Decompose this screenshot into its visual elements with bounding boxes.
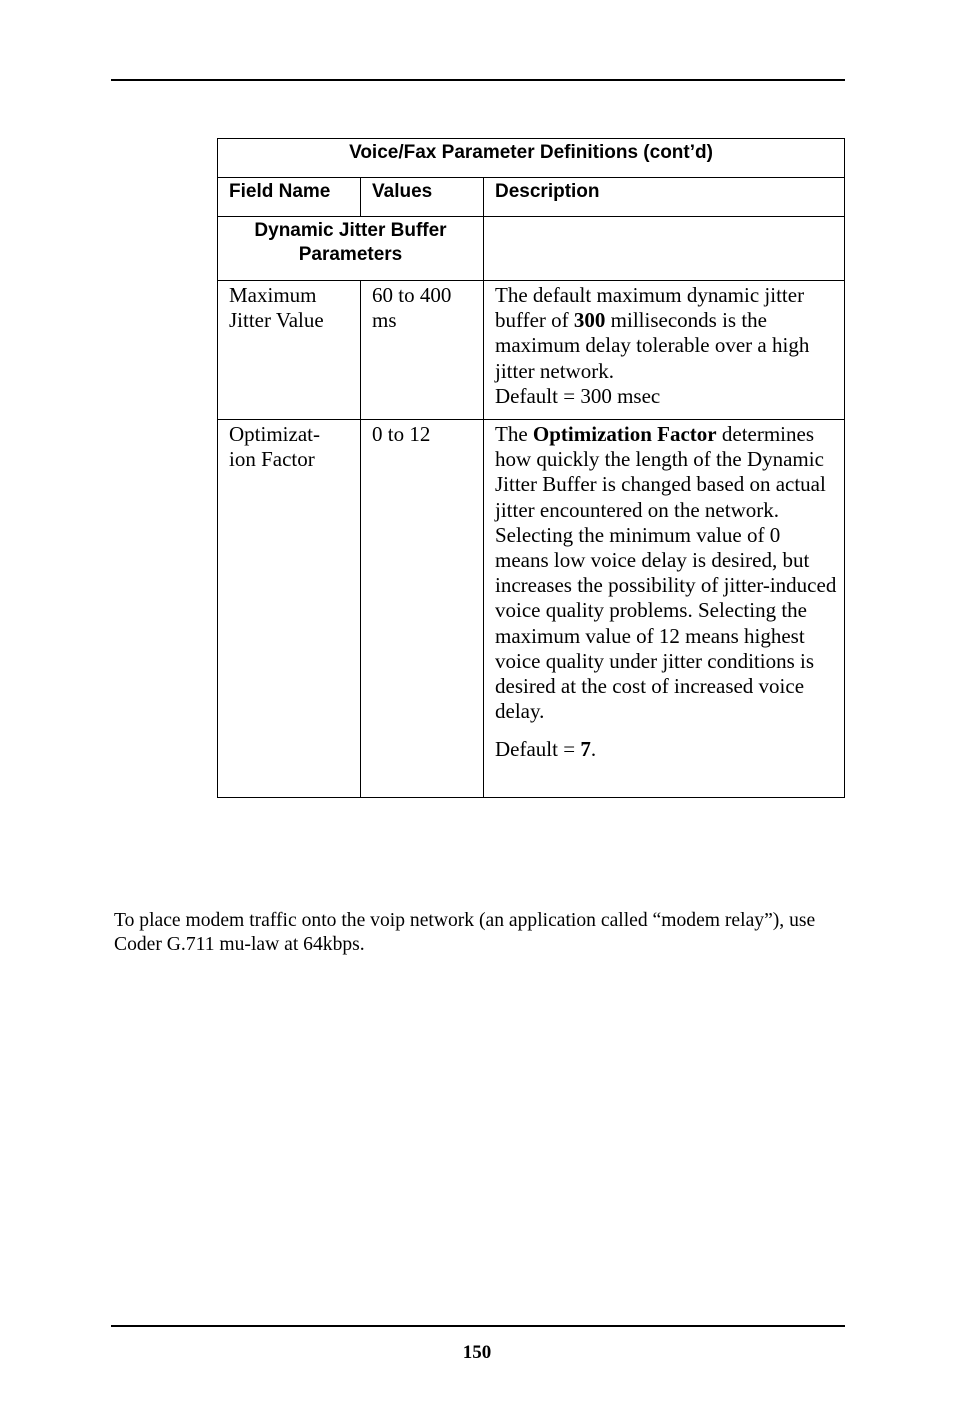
default-value: Default = 300 msec bbox=[495, 383, 661, 408]
body-paragraph: To place modem traffic onto the voip network (an application called “modem relay”), use Coder G.711 mu-law at 64kbps. bbox=[114, 910, 816, 955]
column-header-row bbox=[218, 178, 845, 217]
field-name-cell: Maximum Jitter Value bbox=[218, 281, 361, 420]
description-text: The default maximum dynamic jitter buffer of 300 milliseconds is the maximum delay tolerable over a high jitter network. Default = 300 msec bbox=[495, 283, 810, 408]
section-header-row bbox=[218, 217, 845, 281]
column-header-values: Values bbox=[361, 178, 484, 217]
section-header-cell bbox=[218, 217, 484, 281]
header-rule bbox=[111, 79, 845, 81]
table-row bbox=[218, 281, 845, 420]
values-cell: 0 to 12 bbox=[361, 420, 484, 798]
field-name-cell: Optimizat- ion Factor bbox=[218, 420, 361, 798]
default-value: Default = 7. bbox=[495, 737, 597, 762]
section-title: Dynamic Jitter Buffer Parameters bbox=[254, 220, 447, 265]
section-empty-cell bbox=[484, 217, 845, 281]
description-text: The Optimization Factor determines how quickly the length of the Dynamic Jitter Buffer is changed based on actual jitter encountered on the network. Selecting the minimum value of 0 means low voice delay is desired, but increases the possibility of jitter-induced voice quality problems. Selecting the maximum value of 12 means highest voice quality under jitter conditions is desired at the cost of increased voice delay. bbox=[495, 422, 837, 724]
column-header-field-name: Field Name bbox=[218, 178, 361, 217]
footer-rule bbox=[111, 1325, 845, 1327]
table-title-row bbox=[218, 139, 845, 178]
values-cell: 60 to 400 ms bbox=[361, 281, 484, 420]
column-header-description: Description bbox=[484, 178, 845, 217]
parameter-definitions-table bbox=[217, 138, 845, 798]
table-title-cell bbox=[218, 139, 845, 178]
table-row bbox=[218, 420, 845, 798]
description-cell bbox=[484, 420, 845, 798]
page-number: 150 bbox=[462, 1342, 492, 1363]
description-cell bbox=[484, 281, 845, 420]
table-title: Voice/Fax Parameter Definitions (cont’d) bbox=[349, 142, 713, 163]
